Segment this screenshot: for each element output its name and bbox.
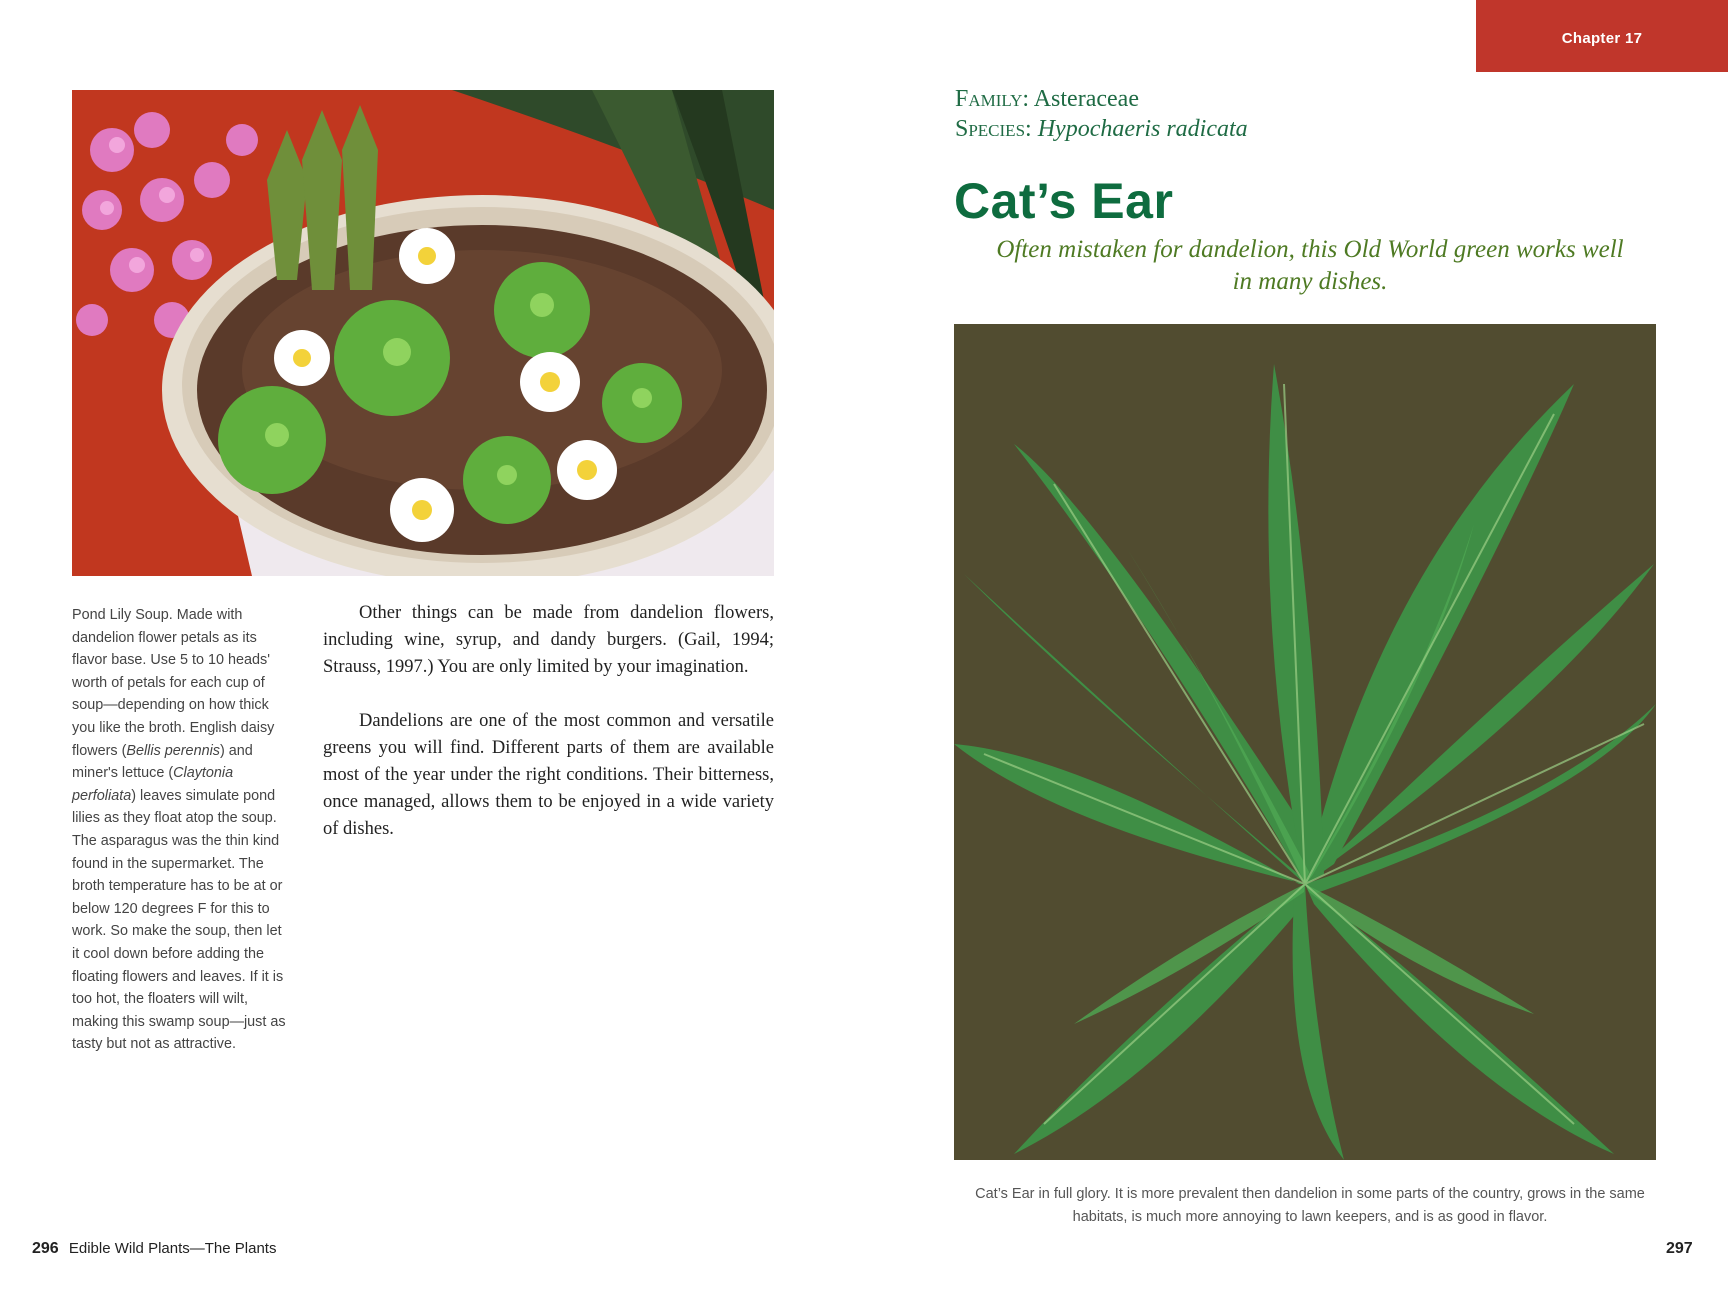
photo-caption-right: Cat’s Ear in full glory. It is more prevalent then dandelion in some parts of the country, grows in the same habitats, is much more annoying to lawn keepers, and is as good in flavor.: [975, 1186, 1645, 1225]
page-title: Cat’s Ear: [954, 173, 1174, 229]
caption-latin-2: Claytonia perfoliata: [72, 765, 234, 804]
footer-left: [32, 1240, 276, 1258]
page-number-left: 296: [32, 1240, 59, 1257]
paragraph: Other things can be made from dandelion flowers, including wine, syrup, and dandy burgers. (Gail, 1994; Strauss, 1997.) You are only limited by your imagination.: [323, 603, 774, 677]
family-label: Family:: [955, 86, 1030, 112]
caption-latin-1: Bellis perennis: [126, 742, 220, 759]
caption-text-2: ) and miner's lettuce (: [72, 742, 253, 782]
chapter-tab: [1476, 0, 1728, 72]
family-line: [955, 86, 1139, 113]
paragraph: Dandelions are one of the most common and versatile greens you will find. Different parts of them are available most of the year under the right conditions. Their bitterness, once managed, allows them to be enjoyed in a wide variety of dishes.: [323, 711, 774, 839]
pond-lily-soup-photo: [72, 90, 774, 576]
caption-text-3: ) leaves simulate pond lilies as they float atop the soup. The asparagus was the thin kind found in the supermarket. The broth temperature has to be at or below 120 degrees F for this to work. So make the soup, then let it cool down before adding the floating flowers and leaves. If it is too hot, the floaters will wilt, making this swamp soup—just as tasty but not as attractive.: [72, 787, 286, 1053]
species-line: [955, 116, 1248, 143]
photo-caption-left: [72, 604, 292, 1056]
subtitle: Often mistaken for dandelion, this Old World green works well in many dishes.: [996, 236, 1624, 295]
running-title: Edible Wild Plants—The Plants: [68, 1240, 277, 1257]
chapter-label: Chapter 17: [1561, 30, 1643, 47]
caption-text-1: Pond Lily Soup. Made with dandelion flower petals as its flavor base. Use 5 to 10 heads' worth of petals for each cup of soup—depending on how thick you like the broth. English daisy flowers (: [72, 607, 275, 759]
family-value: Asteraceae: [1033, 86, 1139, 112]
species-value: Hypochaeris radicata: [1037, 116, 1248, 142]
species-label: Species:: [955, 116, 1032, 142]
page-number-right: 297: [1666, 1240, 1693, 1257]
body-text: [323, 600, 774, 870]
cats-ear-photo: [954, 324, 1656, 1160]
